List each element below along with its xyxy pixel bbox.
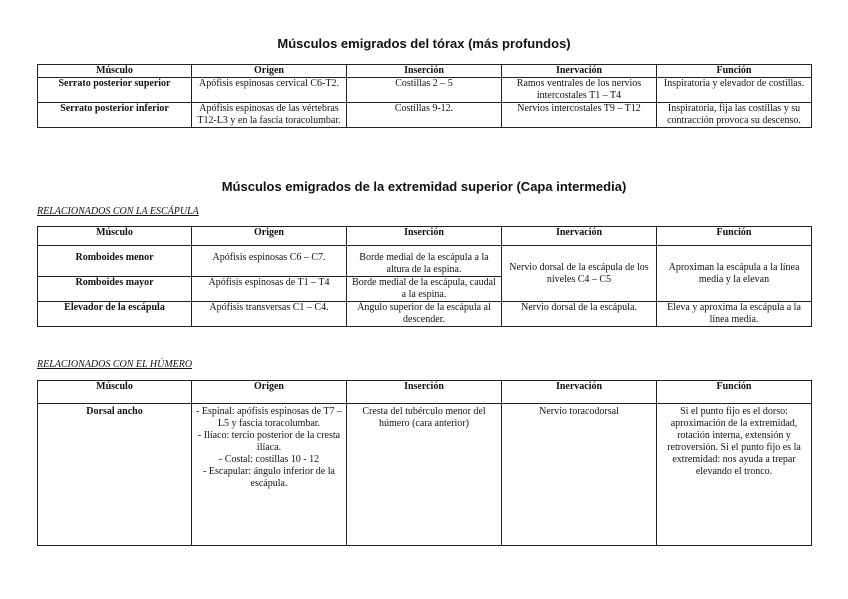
list-item: - Espinal: apófisis espinosas de T7 – L5 y fascia toracolumbar. bbox=[196, 406, 342, 429]
col-header: Inserción bbox=[347, 65, 502, 78]
function-cell: Si el punto fijo es el dorso: aproximación de la extremidad, rotación interna, extensión y retroversión. Si el punto fijo es la extremidad: nos ayuda a trepar elevando el tronco. bbox=[657, 404, 812, 546]
insertion-cell: Cresta del tubérculo menor del húmero (cara anterior) bbox=[347, 404, 502, 546]
innervation-cell: Ramos ventrales de los nervios intercostales T1 – T4 bbox=[502, 78, 657, 103]
function-cell: Eleva y aproxima la escápula a la línea media. bbox=[657, 302, 812, 327]
insertion-cell: Costillas 9-12. bbox=[347, 103, 502, 128]
col-header: Inervación bbox=[502, 65, 657, 78]
origin-cell: Apófisis espinosas C6 – C7. bbox=[192, 246, 347, 277]
insertion-cell: Borde medial de la escápula, caudal a la espina. bbox=[347, 277, 502, 302]
origin-cell bbox=[192, 404, 347, 546]
origin-cell: Apófisis espinosas de las vértebras T12-L3 y en la fascia toracolumbar. bbox=[192, 103, 347, 128]
innervation-cell: Nervios intercostales T9 – T12 bbox=[502, 103, 657, 128]
col-header: Función bbox=[657, 65, 812, 78]
col-header: Músculo bbox=[38, 227, 192, 246]
scapula-subtitle: RELACIONADOS CON LA ESCÁPULA bbox=[37, 206, 199, 217]
origin-cell: Apófisis espinosas de T1 – T4 bbox=[192, 277, 347, 302]
col-header: Inervación bbox=[502, 381, 657, 404]
section2-title: Músculos emigrados de la extremidad superior (Capa intermedia) bbox=[221, 179, 627, 194]
muscle-name: Serrato posterior superior bbox=[38, 78, 192, 103]
insertion-cell: Costillas 2 – 5 bbox=[347, 78, 502, 103]
muscle-name: Elevador de la escápula bbox=[38, 302, 192, 327]
list-item: - Ilíaco: tercio posterior de la cresta ilíaca. bbox=[197, 430, 341, 453]
col-header: Función bbox=[657, 227, 812, 246]
innervation-cell: Nervio toracodorsal bbox=[502, 404, 657, 546]
section1-title: Músculos emigrados del tórax (más profundos) bbox=[277, 36, 571, 51]
muscle-name: Romboides mayor bbox=[38, 277, 192, 302]
list-item: - Escapular: ángulo inferior de la escápula. bbox=[203, 466, 335, 489]
table-row bbox=[38, 246, 812, 277]
muscle-name: Dorsal ancho bbox=[38, 404, 192, 546]
table-row bbox=[38, 103, 812, 128]
col-header: Origen bbox=[192, 65, 347, 78]
insertion-cell: Ángulo superior de la escápula al descender. bbox=[347, 302, 502, 327]
col-header: Función bbox=[657, 381, 812, 404]
col-header: Inserción bbox=[347, 227, 502, 246]
col-header: Origen bbox=[192, 381, 347, 404]
muscle-name: Romboides menor bbox=[38, 246, 192, 277]
table-header-row bbox=[38, 65, 812, 78]
col-header: Origen bbox=[192, 227, 347, 246]
thorax-muscles-table bbox=[37, 64, 812, 128]
table-row bbox=[38, 302, 812, 327]
col-header: Músculo bbox=[38, 65, 192, 78]
scapula-muscles-table bbox=[37, 226, 812, 327]
table-header-row bbox=[38, 381, 812, 404]
humerus-muscles-table bbox=[37, 380, 812, 546]
function-cell: Aproximan la escápula a la línea media y la elevan bbox=[657, 246, 812, 302]
insertion-cell: Borde medial de la escápula a la altura de la espina. bbox=[347, 246, 502, 277]
list-item: - Costal: costillas 10 - 12 bbox=[218, 454, 320, 465]
table-header-row bbox=[38, 227, 812, 246]
innervation-cell: Nervio dorsal de la escápula. bbox=[502, 302, 657, 327]
table-row bbox=[38, 404, 812, 546]
function-cell: Inspiratoria, fija las costillas y su contracción provoca su descenso. bbox=[657, 103, 812, 128]
col-header: Inserción bbox=[347, 381, 502, 404]
origin-cell: Apófisis espinosas cervical C6-T2. bbox=[192, 78, 347, 103]
col-header: Músculo bbox=[38, 381, 192, 404]
function-cell: Inspiratoria y elevador de costillas. bbox=[657, 78, 812, 103]
origin-cell: Apófisis transversas C1 – C4. bbox=[192, 302, 347, 327]
muscle-name: Serrato posterior inferior bbox=[38, 103, 192, 128]
innervation-cell: Nervio dorsal de la escápula de los niveles C4 – C5 bbox=[502, 246, 657, 302]
humerus-subtitle: RELACIONADOS CON EL HÚMERO bbox=[37, 359, 193, 370]
table-row bbox=[38, 78, 812, 103]
col-header: Inervación bbox=[502, 227, 657, 246]
